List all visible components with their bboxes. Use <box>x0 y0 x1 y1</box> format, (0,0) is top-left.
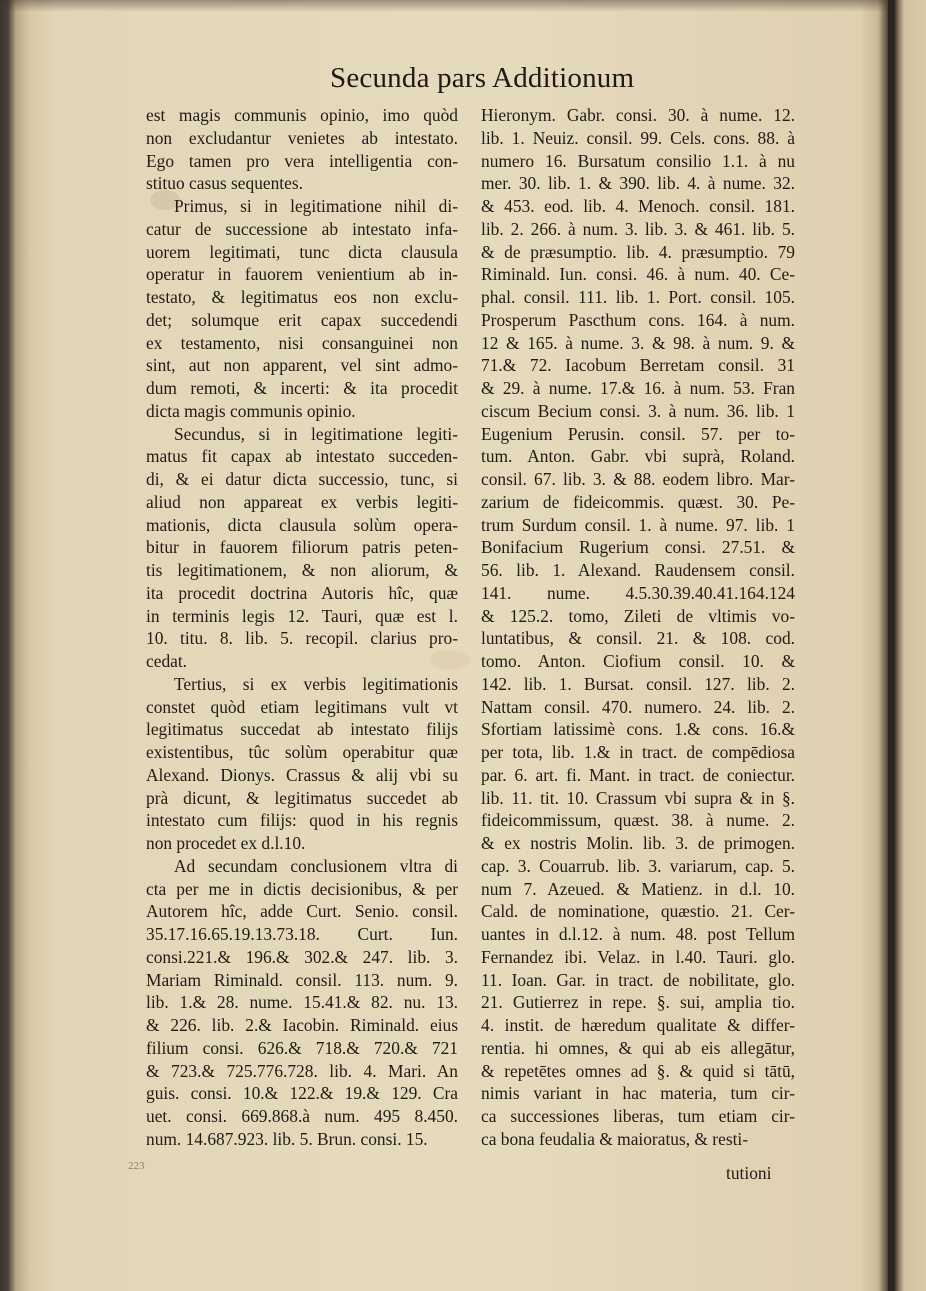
text-line: & ex nostris Molin. lib. 3. de primogen. <box>481 833 795 853</box>
text-line: Ad secundam conclusionem vltra di <box>174 855 458 876</box>
text-line: est magis communis opinio, imo quòd <box>146 105 458 125</box>
text-line: aliud non appareat ex verbis legiti- <box>146 491 458 512</box>
text-line: zarium de fideicommis. quæst. 30. Pe- <box>481 491 795 512</box>
text-line: 4. instit. de hæredum qualitate & differ- <box>481 1015 795 1035</box>
text-line: dum remoti, & incerti: & ita procedit <box>146 378 458 398</box>
text-line: lib. 1. Neuiz. consil. 99. Cels. cons. 88. à <box>481 127 795 148</box>
text-line: Bonifacium Rugerium consi. 27.51. & <box>481 537 795 558</box>
text-line: consil. 67. lib. 3. & 88. eodem libro. Mar- <box>481 469 795 489</box>
right-text-column <box>481 104 795 1151</box>
text-line: & repetētes omnes ad §. & quid si tātū, <box>481 1060 795 1081</box>
text-line: guis. consi. 10.& 122.& 19.& 129. Cra <box>146 1083 458 1104</box>
text-line: num 7. Azeued. & Matienz. in d.l. 10. <box>481 878 795 899</box>
text-line: uantes in d.l.12. à num. 48. post Tellum <box>481 924 795 944</box>
text-line: 12 & 165. à nume. 3. & 98. à num. 9. & <box>481 332 795 353</box>
text-line: trum Surdum consil. 1. à nume. 97. lib. 1 <box>481 514 795 535</box>
text-line: consi.221.& 196.& 302.& 247. lib. 3. <box>146 946 458 967</box>
text-line: stituo casus sequentes. <box>146 173 303 194</box>
text-line: Fernandez ibi. Velaz. in l.40. Tauri. glo. <box>481 946 795 967</box>
text-line: 11. Ioan. Gar. in tract. de nobilitate, glo. <box>481 969 795 990</box>
text-line: operatur in fauorem venientium ab in- <box>146 264 458 285</box>
text-line: mer. 30. lib. 1. & 390. lib. 4. à nume. 32. <box>481 173 795 194</box>
text-line: tomo. Anton. Ciofium consil. 10. & <box>481 651 795 671</box>
running-title: Secunda pars Additionum <box>330 62 635 94</box>
text-line: Mariam Riminald. consil. 113. num. 9. <box>146 969 458 990</box>
text-line: & 453. eod. lib. 4. Menoch. consil. 181. <box>481 196 795 216</box>
text-line: Primus, si in legitimatione nihil di- <box>174 196 458 216</box>
text-line: ex testamento, nisi consanguinei non <box>146 332 458 353</box>
text-line: par. 6. art. fi. Mant. in tract. de coniectur. <box>481 764 795 785</box>
text-line: nimis variant in hac materia, tum cir- <box>481 1083 795 1104</box>
text-line: legitimatus succedat ab intestato filijs <box>146 719 458 740</box>
text-line: filium consi. 626.& 718.& 720.& 721 <box>146 1037 458 1058</box>
text-line: constet quòd etiam legitimans vult vt <box>146 696 458 717</box>
text-line: numero 16. Bursatum consilio 1.1. à nu <box>481 150 795 171</box>
text-line: cta per me in dictis decisionibus, & per <box>146 878 458 899</box>
text-line: Secundus, si in legitimatione legiti- <box>174 423 458 444</box>
adjacent-page-edge <box>888 0 926 1291</box>
text-line: dicta magis communis opinio. <box>146 400 356 421</box>
text-line: Tertius, si ex verbis legitimationis <box>174 673 458 694</box>
text-line: bitur in fauorem filiorum patris peten- <box>146 537 458 558</box>
page-top-shadow <box>0 0 926 12</box>
text-line: tis legitimationem, & non aliorum, & <box>146 560 458 580</box>
text-line: 142. lib. 1. Bursat. consil. 127. lib. 2. <box>481 673 795 694</box>
text-line: in terminis legis 12. Tauri, quæ est l. <box>146 605 458 626</box>
text-line: & 125.2. tomo, Zileti de vltimis vo- <box>481 605 795 626</box>
text-line: lib. 1.& 28. nume. 15.41.& 82. nu. 13. <box>146 992 458 1013</box>
text-line: Alexand. Dionys. Crassus & alij vbi su <box>146 764 458 785</box>
text-line: & de præsumptio. lib. 4. præsumptio. 79 <box>481 241 795 262</box>
text-line: Riminald. Iun. consi. 46. à num. 40. Ce- <box>481 264 795 285</box>
text-line: det; solumque erit capax succedendi <box>146 309 458 330</box>
text-line: uet. consi. 669.868.à num. 495 8.450. <box>146 1106 458 1126</box>
text-line: 56. lib. 1. Alexand. Raudensem consil. <box>481 560 795 580</box>
text-line: 21. Gutierrez in repe. §. sui, amplia tio. <box>481 992 795 1013</box>
left-text-column <box>146 104 458 1151</box>
text-line: ca successiones liberas, tum etiam cir- <box>481 1106 795 1126</box>
text-line: catur de successione ab intestato infa- <box>146 218 458 239</box>
text-line: intestato cum filijs: quod in his regnis <box>146 810 458 831</box>
text-line: & 226. lib. 2.& Iacobin. Riminald. eius <box>146 1015 458 1035</box>
text-line: cedat. <box>146 651 188 671</box>
text-line: existentibus, tûc solùm operabitur quæ <box>146 742 458 762</box>
text-line: testato, & legitimatus eos non exclu- <box>146 287 458 307</box>
text-line: cap. 3. Couarrub. lib. 3. variarum, cap. 5. <box>481 855 795 876</box>
text-line: prà dicunt, & legitimatus succedet ab <box>146 787 458 808</box>
text-line: non procedet ex d.l.10. <box>146 833 306 853</box>
text-line: 10. titu. 8. lib. 5. recopil. clarius pro- <box>146 628 458 649</box>
catchword: tutioni <box>726 1163 772 1183</box>
text-line: uorem legitimati, tunc dicta clausula <box>146 241 458 262</box>
text-line: & 29. à nume. 17.& 16. à num. 53. Fran <box>481 378 795 398</box>
text-line: tum. Anton. Gabr. vbi suprà, Roland. <box>481 446 795 467</box>
text-line: 35.17.16.65.19.13.73.18. Curt. Iun. <box>146 924 458 944</box>
text-line: Hieronym. Gabr. consi. 30. à nume. 12. <box>481 105 795 125</box>
text-line: mationis, dicta clausula solùm opera- <box>146 514 458 535</box>
text-line: Ego tamen pro vera intelligentia con- <box>146 150 458 171</box>
text-line: 141. nume. 4.5.30.39.40.41.164.124 <box>481 582 795 603</box>
text-line: Autorem hîc, adde Curt. Senio. consil. <box>146 901 458 922</box>
text-line: ca bona feudalia & maioratus, & resti- <box>481 1128 749 1149</box>
text-line: di, & ei datur dicta successio, tunc, si <box>146 469 458 489</box>
text-line: num. 14.687.923. lib. 5. Brun. consi. 15. <box>146 1128 428 1149</box>
text-line: 71.& 72. Iacobum Berretam consil. 31 <box>481 355 795 376</box>
text-line: matus fit capax ab intestato succeden- <box>146 446 458 467</box>
text-line: sint, aut non apparent, vel sint admo- <box>146 355 458 376</box>
text-line: Eugenium Perusin. consil. 57. per to- <box>481 423 795 444</box>
text-line: phal. consil. 111. lib. 1. Port. consil. 105. <box>481 287 795 307</box>
text-line: non excludantur venietes ab intestato. <box>146 127 458 148</box>
text-line: Nattam consil. 470. numero. 24. lib. 2. <box>481 696 795 717</box>
text-line: fideicommissum, quæst. 38. à nume. 2. <box>481 810 795 831</box>
text-line: Sfortiam latissimè cons. 1.& cons. 16.& <box>481 719 795 740</box>
text-line: ciscum Becium consi. 3. à num. 36. lib. 1 <box>481 400 795 421</box>
signature-mark: 223 <box>128 1160 145 1172</box>
text-line: luntatibus, & consil. 21. & 108. cod. <box>481 628 795 649</box>
text-line: & 723.& 725.776.728. lib. 4. Mari. An <box>146 1060 458 1081</box>
text-line: Prosperum Pascthum cons. 164. à num. <box>481 309 795 330</box>
text-line: rentia. hi omnes, & qui ab eis allegātur, <box>481 1037 795 1058</box>
text-line: per tota, lib. 1.& in tract. de compēdiosa <box>481 742 795 762</box>
text-line: Cald. de nominatione, quæstio. 21. Cer- <box>481 901 795 922</box>
text-line: lib. 11. tit. 10. Crassum vbi supra & in §. <box>481 787 795 808</box>
text-line: ita procedit doctrina Autoris hîc, quæ <box>146 582 458 603</box>
text-line: lib. 2. 266. à num. 3. lib. 3. & 461. lib. 5. <box>481 218 795 239</box>
